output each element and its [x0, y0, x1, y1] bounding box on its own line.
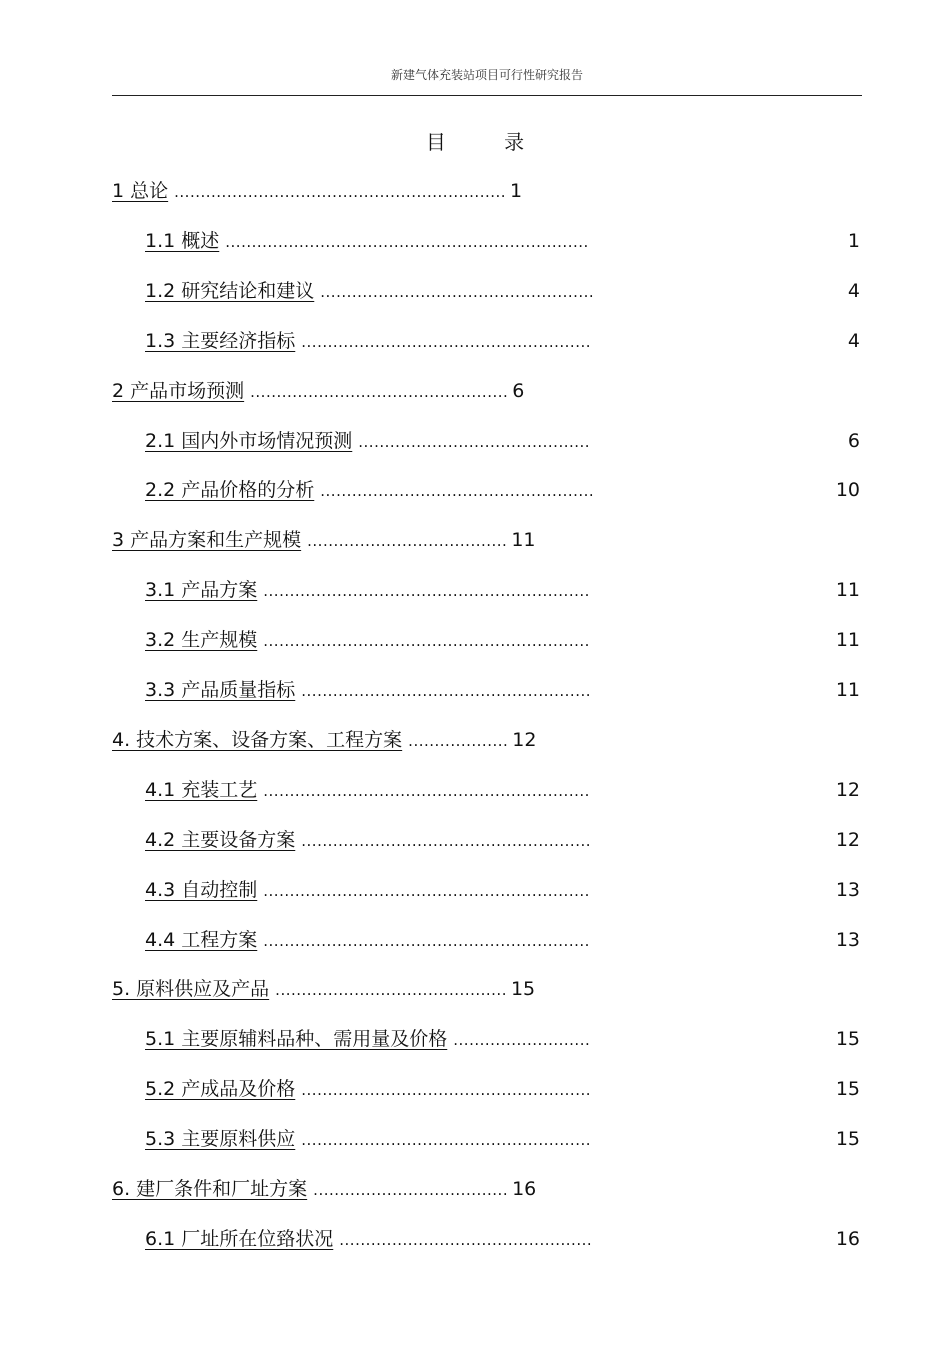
- dot-leader: ..............................................................: [263, 882, 590, 900]
- toc-entry-section[interactable]: [145, 676, 591, 704]
- toc-page-number: 1: [847, 230, 860, 252]
- toc-page-number: 16: [512, 1178, 537, 1200]
- toc-entry-label: 6.1 厂址所在位臵状况: [145, 1228, 334, 1250]
- dot-leader: .....................................: [313, 1181, 509, 1199]
- toc-entry-label: 1 总论: [112, 180, 169, 202]
- toc-entry-label: 4.4 工程方案: [145, 929, 258, 951]
- dot-leader: .......................................................: [301, 333, 592, 351]
- toc-entry-chapter[interactable]: [112, 1175, 536, 1203]
- toc-entry-chapter[interactable]: [112, 526, 536, 554]
- toc-page-number: 12: [512, 729, 537, 751]
- toc-entry-chapter[interactable]: [112, 726, 536, 754]
- toc-entry-section[interactable]: [145, 476, 594, 504]
- toc-page-number: 11: [835, 629, 860, 651]
- toc-entry-section[interactable]: [145, 1125, 591, 1153]
- toc-entry-label: 4.1 充装工艺: [145, 779, 258, 801]
- dot-leader: .......................................................: [301, 1081, 592, 1099]
- dot-leader: ..............................................................: [263, 632, 590, 650]
- running-header: 新建气体充装站项目可行性研究报告: [390, 68, 583, 82]
- toc-page-number: 15: [835, 1078, 860, 1100]
- toc-entry-label: 5. 原料供应及产品: [112, 978, 270, 1000]
- dot-leader: .......................................................: [301, 832, 592, 850]
- dot-leader: ..............................................................: [263, 782, 590, 800]
- toc-entry-section[interactable]: [145, 1025, 590, 1053]
- toc-page-number: 12: [835, 779, 860, 801]
- toc-entry-label: 6. 建厂条件和厂址方案: [112, 1178, 308, 1200]
- toc-entry-label: 3.3 产品质量指标: [145, 679, 296, 701]
- toc-entry-section[interactable]: [145, 576, 590, 604]
- toc-entry-label: 4.2 主要设备方案: [145, 829, 296, 851]
- toc-entry-section[interactable]: [145, 327, 591, 355]
- toc-page-number: 16: [835, 1228, 860, 1250]
- toc-entry-label: 5.3 主要原料供应: [145, 1128, 296, 1150]
- toc-page-number: 4: [847, 330, 860, 352]
- dot-leader: ..........................: [453, 1031, 591, 1049]
- toc-entry-label: 3.1 产品方案: [145, 579, 258, 601]
- toc-entry-label: 2 产品市场预测: [112, 380, 245, 402]
- toc-entry-chapter[interactable]: [112, 377, 524, 405]
- toc-entry-label: 4. 技术方案、设备方案、工程方案: [112, 729, 403, 751]
- toc-page-number: 15: [835, 1028, 860, 1050]
- toc-entry-label: 5.1 主要原辅料品种、需用量及价格: [145, 1028, 448, 1050]
- toc-entry-section[interactable]: [145, 427, 590, 455]
- toc-page-number: 13: [835, 929, 860, 951]
- toc-page-number: 11: [835, 679, 860, 701]
- dot-leader: ............................................: [358, 433, 591, 451]
- toc-page-number: 6: [847, 430, 860, 452]
- dot-leader: ................................................: [339, 1231, 593, 1249]
- toc-entry-section[interactable]: [145, 926, 590, 954]
- toc-entry-section[interactable]: [145, 626, 590, 654]
- toc-page-number: 15: [835, 1128, 860, 1150]
- toc-page-number: 10: [835, 479, 860, 501]
- toc-entry-section[interactable]: [145, 876, 590, 904]
- toc-title: 目 录: [425, 130, 551, 154]
- toc-entry-label: 1.2 研究结论和建议: [145, 280, 315, 302]
- toc-entry-label: 1.1 概述: [145, 230, 220, 252]
- toc-entry-section[interactable]: [145, 277, 594, 305]
- toc-page-number: 15: [510, 978, 536, 1000]
- toc-entry-label: 3.2 生产规模: [145, 629, 258, 651]
- dot-leader: ...................: [408, 732, 509, 750]
- toc-entry-label: 1.3 主要经济指标: [145, 330, 296, 352]
- dot-leader: ..............................................................: [263, 582, 590, 600]
- toc-page-number: 1: [510, 180, 523, 202]
- dot-leader: ..............................................................: [263, 932, 590, 950]
- toc-entry-label: 3 产品方案和生产规模: [112, 529, 302, 551]
- dot-leader: .......................................................: [301, 1131, 592, 1149]
- dot-leader: ............................................: [275, 981, 507, 999]
- dot-leader: .......................................................: [301, 682, 592, 700]
- dot-leader: .....................................................................: [225, 233, 589, 251]
- toc-page-number: 11: [835, 579, 860, 601]
- toc-entry-section[interactable]: [145, 227, 589, 255]
- dot-leader: ....................................................: [320, 283, 595, 301]
- toc-entry-section[interactable]: [145, 1225, 592, 1253]
- toc-entry-label: 4.3 自动控制: [145, 879, 258, 901]
- toc-entry-section[interactable]: [145, 1075, 591, 1103]
- toc-entry-chapter[interactable]: [112, 975, 535, 1003]
- toc-entry-label: 2.1 国内外市场情况预测: [145, 430, 353, 452]
- toc-page-number: 11: [511, 529, 536, 551]
- toc-entry-section[interactable]: [145, 776, 590, 804]
- toc-page-number: 6: [512, 380, 525, 402]
- dot-leader: ...............................................................: [174, 183, 507, 201]
- dot-leader: .................................................: [250, 383, 509, 401]
- toc-page-number: 13: [835, 879, 860, 901]
- dot-leader: ....................................................: [320, 482, 595, 500]
- toc-page-number: 4: [847, 280, 860, 302]
- toc-entry-label: 5.2 产成品及价格: [145, 1078, 296, 1100]
- toc-entry-chapter[interactable]: [112, 177, 522, 205]
- toc-entry-label: 2.2 产品价格的分析: [145, 479, 315, 501]
- toc-entry-section[interactable]: [145, 826, 591, 854]
- toc-page-number: 12: [835, 829, 860, 851]
- dot-leader: ......................................: [307, 532, 508, 550]
